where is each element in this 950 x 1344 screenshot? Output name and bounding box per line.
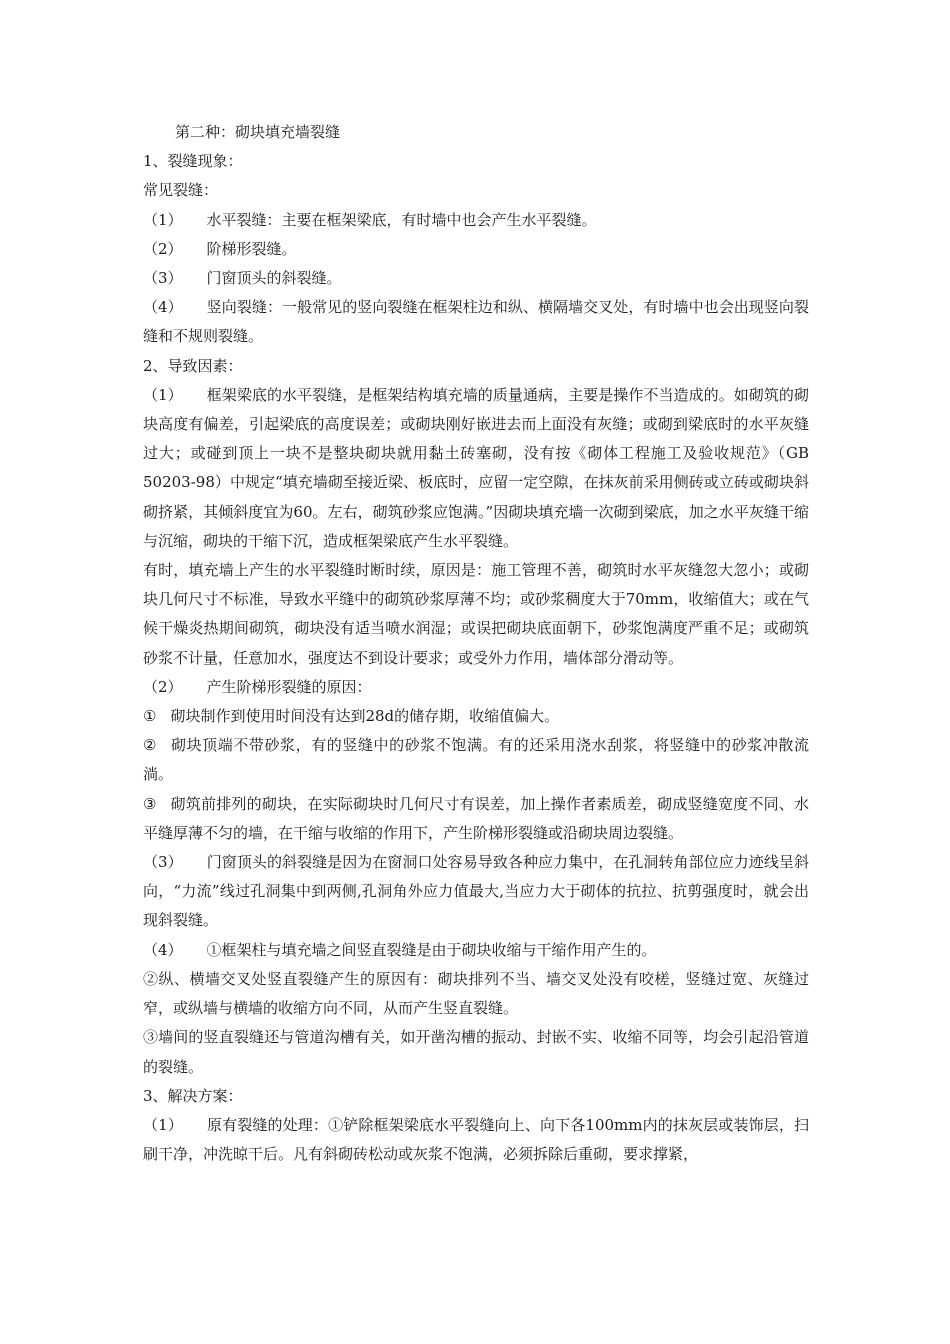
item-number: （1） bbox=[143, 210, 183, 229]
paragraph: 有时，填充墙上产生的水平裂缝时断时续，原因是：施工管理不善，砌筑时水平灰缝忽大忽小；或砌块几何尺寸不标准，导致水平缝中的砌筑砂浆厚薄不均；或砂浆稠度大于70mm，收缩值大；或在气候干燥炎热期间砌筑，砌块没有适当喷水润湿；或误把砌块底面朝下，砂浆饱满度严重不足；或砌筑砂浆不计量，任意加水，强度达不到设计要求；或受外力作用，墙体部分滑动等。 bbox=[143, 561, 809, 667]
item-marker: ③ bbox=[143, 794, 157, 813]
list-item bbox=[143, 293, 809, 351]
item-number: （1） bbox=[143, 1115, 183, 1134]
item-text: 门窗顶头的斜裂缝是因为在窗洞口处容易导致各种应力集中，在孔洞转角部位应力迹线呈斜向，“力流”线过孔洞集中到两侧,孔洞角外应力值最大,当应力大于砌体的抗拉、抗剪强度时，就会出现斜裂缝。 bbox=[143, 853, 809, 930]
section-2-heading: 2、导致因素： bbox=[143, 356, 243, 375]
item-text: 原有裂缝的处理：①铲除框架梁底水平裂缝向上、向下各100mm内的抹灰层或装饰层，扫刷干净，冲洗晾干后。凡有斜砌砖松动或灰浆不饱满，必须拆除后重砌，要求撑紧， bbox=[143, 1115, 809, 1164]
item-text: 砌块制作到使用时间没有达到28d的储存期，收缩值偏大。 bbox=[170, 707, 560, 726]
section-1-heading: 1、裂缝现象： bbox=[143, 152, 243, 171]
list-item bbox=[143, 848, 809, 936]
item-number: （3） bbox=[143, 269, 183, 288]
list-item bbox=[143, 673, 809, 702]
list-item bbox=[143, 235, 809, 264]
item-number: （2） bbox=[143, 677, 183, 696]
item-marker: ② bbox=[143, 736, 158, 755]
document-page bbox=[143, 118, 809, 1169]
list-item bbox=[143, 264, 809, 293]
item-number: （2） bbox=[143, 239, 183, 258]
item-text: ①框架柱与填充墙之间竖直裂缝是由于砌块收缩与干缩作用产生的。 bbox=[206, 940, 657, 959]
document-title: 第二种：砌块填充墙裂缝 bbox=[175, 123, 341, 141]
list-item bbox=[143, 381, 809, 556]
item-marker: ① bbox=[143, 707, 157, 726]
item-text: 门窗顶头的斜裂缝。 bbox=[206, 269, 342, 288]
sub-list-item bbox=[143, 790, 809, 848]
item-text: 阶梯形裂缝。 bbox=[206, 239, 297, 258]
section-1-subheading: 常见裂缝： bbox=[143, 181, 219, 200]
paragraph: ②纵、横墙交叉处竖直裂缝产生的原因有：砌块排列不当、墙交叉处没有咬槎，竖缝过宽、灰缝过窄，或纵墙与横墙的收缩方向不同，从而产生竖直裂缝。 bbox=[143, 969, 809, 1018]
item-number: （1） bbox=[143, 385, 183, 404]
list-item bbox=[143, 1111, 809, 1169]
item-number: （4） bbox=[143, 940, 183, 959]
item-number: （4） bbox=[143, 298, 183, 317]
list-item bbox=[143, 936, 809, 965]
paragraph: ③墙间的竖直裂缝还与管道沟槽有关，如开凿沟槽的振动、封嵌不实、收缩不同等，均会引起沿管道的裂缝。 bbox=[143, 1028, 809, 1076]
sub-list-item bbox=[143, 702, 809, 731]
item-text: 产生阶梯形裂缝的原因： bbox=[206, 677, 372, 696]
item-text: 框架梁底的水平裂缝，是框架结构填充墙的质量通病，主要是操作不当造成的。如砌筑的砌块高度有偏差，引起梁底的高度误差；或砌块刚好嵌进去而上面没有灰缝；或砌到梁底时的水平灰缝过大；或碰到顶上一块不是整块砌块就用黏土砖塞砌，没有按《砌体工程施工及验收规范》（GB 50203-98）中规定“填充墙砌至接近梁、板底时，应留一定空隙，在抹灰前采用侧砖或立砖或砌块斜砌挤紧，其倾斜度宜为60。左右，砌筑砂浆应饱满。”因砌块填充墙一次砌到梁底，加之水平灰缝干缩与沉缩，砌块的干缩下沉，造成框架梁底产生水平裂缝。 bbox=[143, 385, 809, 550]
item-text: 砌筑前排列的砌块，在实际砌块时几何尺寸有误差，加上操作者素质差，砌成竖缝宽度不同、水平缝厚薄不匀的墙，在干缩与收缩的作用下，产生阶梯形裂缝或沿砌块周边裂缝。 bbox=[143, 794, 809, 842]
item-text: 砌块顶端不带砂浆，有的竖缝中的砂浆不饱满。有的还采用浇水刮浆，将竖缝中的砂浆冲散流淌。 bbox=[143, 736, 809, 784]
item-text: 竖向裂缝：一般常见的竖向裂缝在框架柱边和纵、横隔墙交叉处，有时墙中也会出现竖向裂缝和不规则裂缝。 bbox=[143, 298, 809, 346]
item-number: （3） bbox=[143, 853, 183, 872]
item-text: 水平裂缝：主要在框架梁底，有时墙中也会产生水平裂缝。 bbox=[206, 210, 597, 229]
list-item bbox=[143, 206, 809, 235]
section-3-heading: 3、解决方案： bbox=[143, 1086, 243, 1105]
sub-list-item bbox=[143, 731, 809, 789]
